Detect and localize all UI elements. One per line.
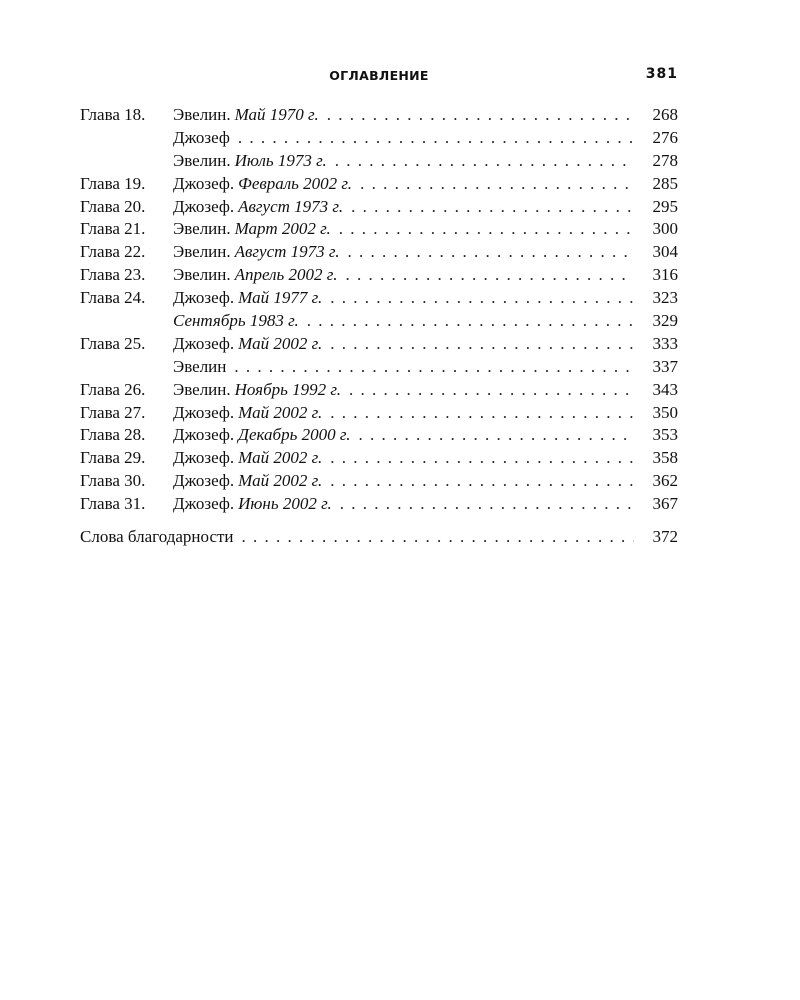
toc-entry-page: 329 xyxy=(652,311,678,331)
toc-chapter-number: Глава 27. xyxy=(80,402,146,422)
toc-narrator: Джозеф. xyxy=(173,288,235,308)
dot-leader xyxy=(360,173,634,196)
header-page-number: 381 xyxy=(645,66,678,82)
toc-narrator: Джозеф. xyxy=(173,402,235,422)
toc-entry-page: 276 xyxy=(652,127,678,147)
running-header xyxy=(80,66,678,86)
toc-date: Сентябрь 1983 г. xyxy=(173,311,299,331)
dot-leader xyxy=(348,241,634,264)
dot-leader xyxy=(327,104,634,127)
toc-narrator: Джозеф. xyxy=(173,471,235,491)
toc-entry[interactable] xyxy=(80,424,678,447)
toc-entry-acknowledgements[interactable] xyxy=(80,526,678,549)
toc-narrator: Джозеф. xyxy=(173,425,235,445)
toc-entry-page: 300 xyxy=(652,219,678,239)
toc-date: Август 1973 г. xyxy=(234,242,340,262)
dot-leader xyxy=(238,127,634,150)
dot-leader xyxy=(330,333,634,356)
toc-entry-page: 316 xyxy=(652,265,678,285)
toc-entry-page: 304 xyxy=(652,242,678,262)
toc-entry-page: 268 xyxy=(652,105,678,124)
toc-entry-page: 362 xyxy=(652,471,678,491)
toc-entry-page: 350 xyxy=(652,402,678,422)
dot-leader xyxy=(242,526,634,549)
toc-chapter-number: Глава 20. xyxy=(80,196,146,216)
toc-entry-page: 278 xyxy=(652,150,678,170)
toc-entry[interactable] xyxy=(80,356,678,379)
toc-entry[interactable] xyxy=(80,127,678,150)
toc-narrator: Джозеф. xyxy=(173,173,235,193)
toc-entry[interactable] xyxy=(80,447,678,470)
toc-narrator: Эвелин. xyxy=(173,242,231,262)
toc-entry-page: 353 xyxy=(652,425,678,445)
toc-date: Май 1970 г. xyxy=(234,105,319,124)
toc-date: Июль 1973 г. xyxy=(234,150,327,170)
toc-entry[interactable] xyxy=(80,470,678,493)
toc-entry[interactable] xyxy=(80,264,678,287)
dot-leader xyxy=(351,196,634,219)
toc-chapter-number: Глава 29. xyxy=(80,448,146,468)
toc-chapter-number: Глава 21. xyxy=(80,219,146,239)
toc-entry[interactable] xyxy=(80,196,678,219)
toc-entry[interactable] xyxy=(80,104,678,127)
dot-leader xyxy=(345,264,634,287)
toc-entry[interactable] xyxy=(80,379,678,402)
toc-date: Ноябрь 1992 г. xyxy=(234,379,342,399)
dot-leader xyxy=(335,150,634,173)
toc-date: Апрель 2002 г. xyxy=(234,265,338,285)
toc-entry-page: 367 xyxy=(652,494,678,514)
toc-chapter-number: Глава 19. xyxy=(80,173,146,193)
toc-date: Май 1977 г. xyxy=(238,288,323,308)
toc-chapter-number: Глава 30. xyxy=(80,471,146,491)
toc-chapter-number: Глава 31. xyxy=(80,494,146,514)
toc-entry-title: Слова благодарности xyxy=(80,527,234,547)
toc-entry[interactable] xyxy=(80,333,678,356)
toc-narrator: Джозеф. xyxy=(173,448,235,468)
toc-narrator: Джозеф. xyxy=(173,196,235,216)
toc-entry[interactable] xyxy=(80,310,678,333)
toc-entry[interactable] xyxy=(80,493,678,516)
toc-entry[interactable] xyxy=(80,402,678,425)
toc-narrator: Эвелин. xyxy=(173,105,231,124)
dot-leader xyxy=(330,470,634,493)
toc-date: Май 2002 г. xyxy=(238,402,323,422)
toc-date: Май 2002 г. xyxy=(238,333,323,353)
toc-entry[interactable] xyxy=(80,173,678,196)
toc-entry-page: 295 xyxy=(652,196,678,216)
toc-date: Июнь 2002 г. xyxy=(238,494,332,514)
dot-leader xyxy=(330,402,634,425)
toc-entry-page: 358 xyxy=(652,448,678,468)
toc-date: Май 2002 г. xyxy=(238,448,323,468)
section-title: ОГЛАВЛЕНИЕ xyxy=(329,68,429,83)
toc-entry-page: 337 xyxy=(652,356,678,376)
dot-leader xyxy=(330,287,634,310)
toc-entry-page: 372 xyxy=(652,527,678,547)
dot-leader xyxy=(307,310,634,333)
toc-chapter-number: Глава 23. xyxy=(80,265,146,285)
dot-leader xyxy=(359,424,635,447)
toc-date: Май 2002 г. xyxy=(238,471,323,491)
toc-chapter-number: Глава 18. xyxy=(80,105,146,124)
dot-leader xyxy=(349,379,634,402)
table-of-contents xyxy=(80,104,678,549)
toc-entry-page: 285 xyxy=(652,173,678,193)
dot-leader xyxy=(339,218,634,241)
toc-entry[interactable] xyxy=(80,241,678,264)
dot-leader xyxy=(340,493,634,516)
toc-entry[interactable] xyxy=(80,218,678,241)
toc-entry-page: 333 xyxy=(652,333,678,353)
dot-leader xyxy=(234,356,634,379)
toc-entry[interactable] xyxy=(80,287,678,310)
toc-chapter-number: Глава 25. xyxy=(80,333,146,353)
toc-chapter-number: Глава 24. xyxy=(80,288,146,308)
toc-chapter-number: Глава 26. xyxy=(80,379,146,399)
dot-leader xyxy=(330,447,634,470)
toc-chapter-number: Глава 22. xyxy=(80,242,146,262)
toc-narrator: Эвелин xyxy=(173,356,227,376)
toc-narrator: Эвелин. xyxy=(173,150,231,170)
toc-entry-page: 343 xyxy=(652,379,678,399)
toc-chapter-number: Глава 28. xyxy=(80,425,146,445)
toc-narrator: Джозеф. xyxy=(173,333,235,353)
toc-date: Март 2002 г. xyxy=(234,219,331,239)
toc-date: Август 1973 г. xyxy=(238,196,344,216)
toc-narrator: Эвелин. xyxy=(173,265,231,285)
toc-entry[interactable] xyxy=(80,150,678,173)
toc-date: Декабрь 2000 г. xyxy=(238,425,351,445)
toc-narrator: Джозеф. xyxy=(173,494,235,514)
toc-narrator: Эвелин. xyxy=(173,219,231,239)
toc-entry-page: 323 xyxy=(652,288,678,308)
toc-narrator: Эвелин. xyxy=(173,379,231,399)
toc-narrator: Джозеф xyxy=(173,127,230,147)
toc-date: Февраль 2002 г. xyxy=(238,173,353,193)
